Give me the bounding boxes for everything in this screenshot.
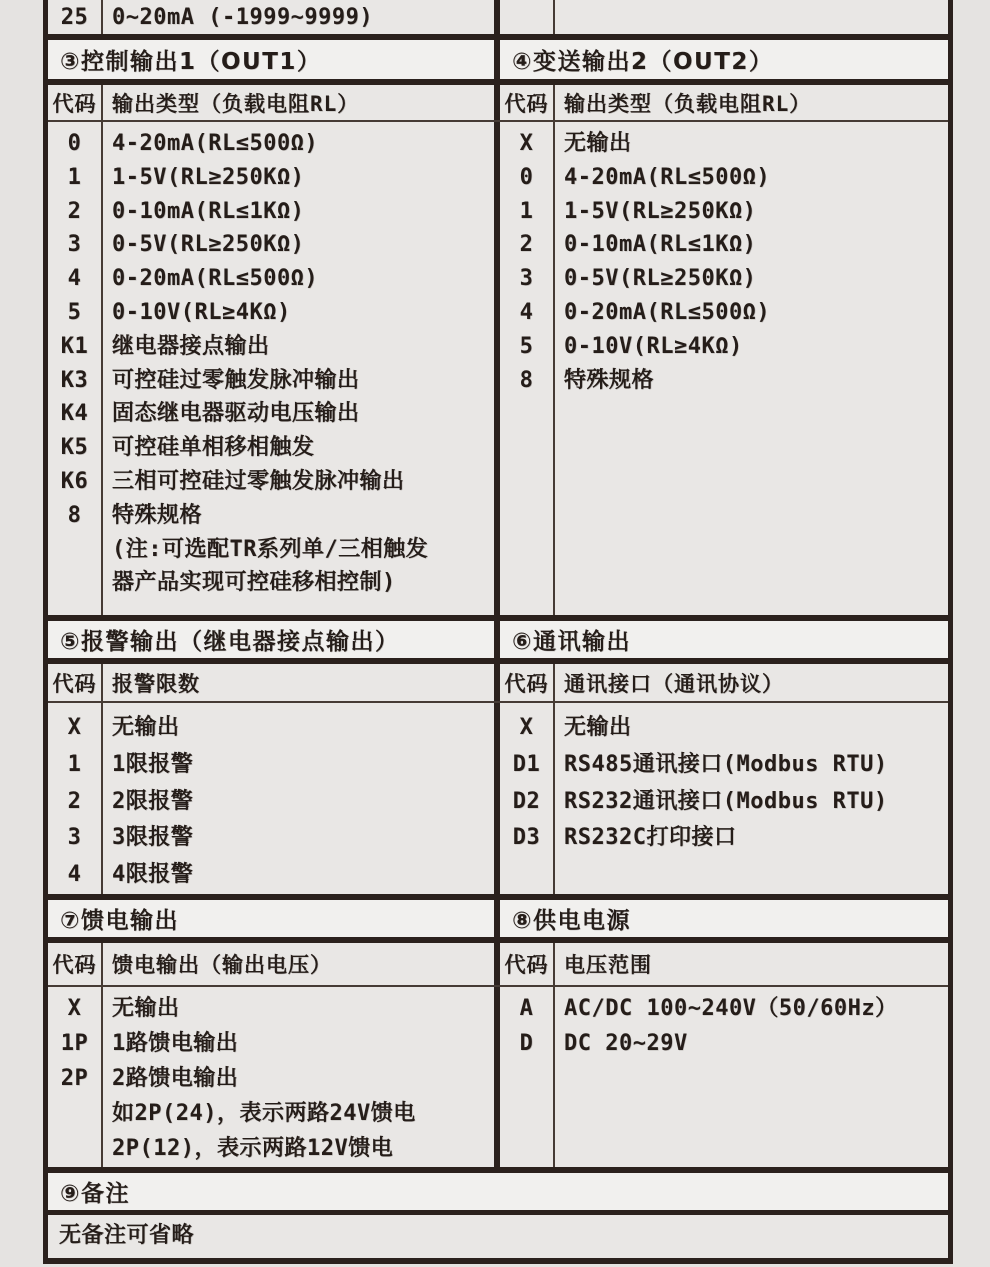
code-cell: 2 <box>519 232 534 258</box>
code-cell <box>48 1096 101 1131</box>
value-cell: 0-5V(RL≥250KΩ) <box>564 266 757 292</box>
value-cell: 继电器接点输出 <box>112 333 270 359</box>
section-title-band-alarm-comm <box>48 621 948 664</box>
value-cell: 无输出 <box>112 996 180 1021</box>
row-input-code-25 <box>48 0 948 40</box>
value-cell: 0-20mA(RL≤500Ω) <box>112 266 319 292</box>
code-cell: X <box>67 715 82 740</box>
code-cell: 8 <box>67 502 82 528</box>
value-column <box>555 122 948 615</box>
value-cell: 0-10V(RL≥4KΩ) <box>564 333 743 359</box>
code-cell <box>48 1131 101 1166</box>
value-cell: 三相可控硅过零触发脉冲输出 <box>112 468 405 494</box>
value-cell: 特殊规格 <box>564 367 655 393</box>
value-cell: 特殊规格 <box>112 502 203 528</box>
code-cell: 4 <box>67 862 82 888</box>
value-cell: 可控硅单相移相触发 <box>112 435 315 461</box>
value-column <box>103 987 494 1167</box>
value-cell: AC/DC 100~240V（50/60Hz） <box>564 996 898 1021</box>
code-cell: A <box>519 996 534 1021</box>
code-column <box>48 122 103 615</box>
value-cell: 4限报警 <box>112 862 194 888</box>
code-cell: K5 <box>60 435 89 461</box>
code-cell: 1P <box>60 1031 89 1056</box>
value-header-power: 电压范围 <box>564 953 652 977</box>
section-title-power: ⑧供电电源 <box>500 900 948 937</box>
feed-body <box>48 987 500 1167</box>
code-cell: 4 <box>67 266 82 292</box>
value-cell: 无输出 <box>564 715 632 740</box>
value-cell: RS232C打印接口 <box>564 825 737 851</box>
code-cell: X <box>67 996 82 1021</box>
code-header: 代码 <box>500 85 555 120</box>
column-header-band-alarm-comm <box>48 664 948 703</box>
body-band-out1-out2 <box>48 122 948 621</box>
value-cell: 固态继电器驱动电压输出 <box>112 401 360 427</box>
note-text: 无备注可省略 <box>59 1223 195 1248</box>
note-body <box>48 1215 948 1258</box>
value-cell: (注:可选配TR系列单/三相触发 <box>112 536 429 562</box>
code-cell: D1 <box>512 751 541 777</box>
value-cell: 4-20mA(RL≤500Ω) <box>112 131 319 156</box>
code-column <box>48 987 103 1167</box>
code-cell: D3 <box>512 825 541 851</box>
value-cell: 0-10V(RL≥4KΩ) <box>112 299 291 325</box>
code-cell: D2 <box>512 788 541 814</box>
code-cell: 0 <box>67 131 82 156</box>
code-header: 代码 <box>48 943 103 985</box>
section-title-out1: ③控制输出1（OUT1） <box>48 40 500 79</box>
code-cell: 0 <box>519 164 534 190</box>
value-cell: RS485通讯接口(Modbus RTU) <box>564 751 888 777</box>
code-cell <box>48 566 101 600</box>
value-cell: RS232通讯接口(Modbus RTU) <box>564 788 888 814</box>
code-cell: 3 <box>519 266 534 292</box>
value-cell: 1路馈电输出 <box>112 1031 239 1056</box>
code-cell <box>48 533 101 567</box>
out2-body <box>500 122 948 615</box>
value-cell: 0-10mA(RL≤1KΩ) <box>564 232 757 258</box>
code-cell: X <box>519 715 534 740</box>
value-cell: 0-20mA(RL≤500Ω) <box>564 299 771 325</box>
code-cell: 5 <box>67 299 82 325</box>
right-half <box>500 0 948 34</box>
value-cell: 1-5V(RL≥250KΩ) <box>112 164 305 190</box>
code-cell: K3 <box>60 367 89 393</box>
code-cell: 3 <box>67 825 82 851</box>
left-half <box>48 0 500 34</box>
value-cell: 0~20mA (-1999~9999) <box>112 4 374 30</box>
empty-code-cell <box>500 0 555 34</box>
section-title-out2: ④变送输出2（OUT2） <box>500 40 948 79</box>
value-cell: 0-10mA(RL≤1KΩ) <box>112 198 305 224</box>
value-header-feed: 馈电输出（输出电压） <box>112 953 332 977</box>
code-cell: 1 <box>67 751 82 777</box>
code-header: 代码 <box>48 85 103 120</box>
code-cell: 2 <box>67 788 82 814</box>
spec-selection-table <box>43 0 953 1264</box>
value-header-out2: 输出类型（负载电阻RL） <box>564 91 812 116</box>
value-cell: 如2P(24)，表示两路24V馈电 <box>112 1101 416 1126</box>
code-cell: 1 <box>519 198 534 224</box>
alarm-body <box>48 703 500 894</box>
power-body <box>500 987 948 1167</box>
value-cell: 无输出 <box>564 131 632 156</box>
out1-body <box>48 122 500 615</box>
code-cell: 25 <box>60 4 89 30</box>
value-cell: 2路馈电输出 <box>112 1066 239 1091</box>
value-cell: 1-5V(RL≥250KΩ) <box>564 198 757 224</box>
code-cell: 2P <box>60 1066 89 1091</box>
code-header: 代码 <box>500 664 555 701</box>
value-column <box>103 703 494 894</box>
value-cell: DC 20~29V <box>564 1031 688 1056</box>
section-title-band-feed-power <box>48 900 948 943</box>
code-cell: 3 <box>67 232 82 258</box>
value-cell: 0-5V(RL≥250KΩ) <box>112 232 305 258</box>
value-column <box>103 122 494 615</box>
code-cell: D <box>519 1031 534 1056</box>
value-cell: 无输出 <box>112 715 180 740</box>
value-header-comm: 通讯接口（通讯协议） <box>564 671 784 696</box>
section-title-comm: ⑥通讯输出 <box>500 621 948 658</box>
value-header-out1: 输出类型（负载电阻RL） <box>112 91 360 116</box>
value-cell: 可控硅过零触发脉冲输出 <box>112 367 360 393</box>
value-cell: 2P(12)，表示两路12V馈电 <box>112 1136 394 1161</box>
column-header-band-out1-out2 <box>48 85 948 122</box>
column-header-band-feed-power <box>48 943 948 987</box>
section-title-alarm: ⑤报警输出（继电器接点输出） <box>48 621 500 658</box>
code-cell: 4 <box>519 299 534 325</box>
code-cell: X <box>519 131 534 156</box>
value-cell: 器产品实现可控硅移相控制) <box>112 570 396 596</box>
section-title-feed: ⑦馈电输出 <box>48 900 500 937</box>
code-header: 代码 <box>500 943 555 985</box>
body-band-alarm-comm <box>48 703 948 900</box>
value-cell: 3限报警 <box>112 825 194 851</box>
code-cell: K6 <box>60 468 89 494</box>
value-column <box>555 987 948 1167</box>
section-title-band-out1-out2 <box>48 40 948 85</box>
body-band-feed-power <box>48 987 948 1173</box>
value-cell: 4-20mA(RL≤500Ω) <box>564 164 771 190</box>
code-column <box>48 703 103 894</box>
value-cell: 2限报警 <box>112 788 194 814</box>
code-column <box>500 987 555 1167</box>
value-column <box>555 703 948 894</box>
empty-value-cell <box>555 0 948 34</box>
comm-body <box>500 703 948 894</box>
code-cell: 5 <box>519 333 534 359</box>
section-title-note: ⑨备注 <box>48 1173 948 1210</box>
code-cell: K1 <box>60 333 89 359</box>
code-column <box>500 703 555 894</box>
value-header-alarm: 报警限数 <box>112 671 200 696</box>
code-cell: K4 <box>60 401 89 427</box>
code-column <box>500 122 555 615</box>
code-cell: 1 <box>67 164 82 190</box>
section-title-band-note <box>48 1173 948 1215</box>
code-cell: 2 <box>67 198 82 224</box>
code-header: 代码 <box>48 664 103 701</box>
value-cell: 1限报警 <box>112 751 194 777</box>
code-cell: 8 <box>519 367 534 393</box>
